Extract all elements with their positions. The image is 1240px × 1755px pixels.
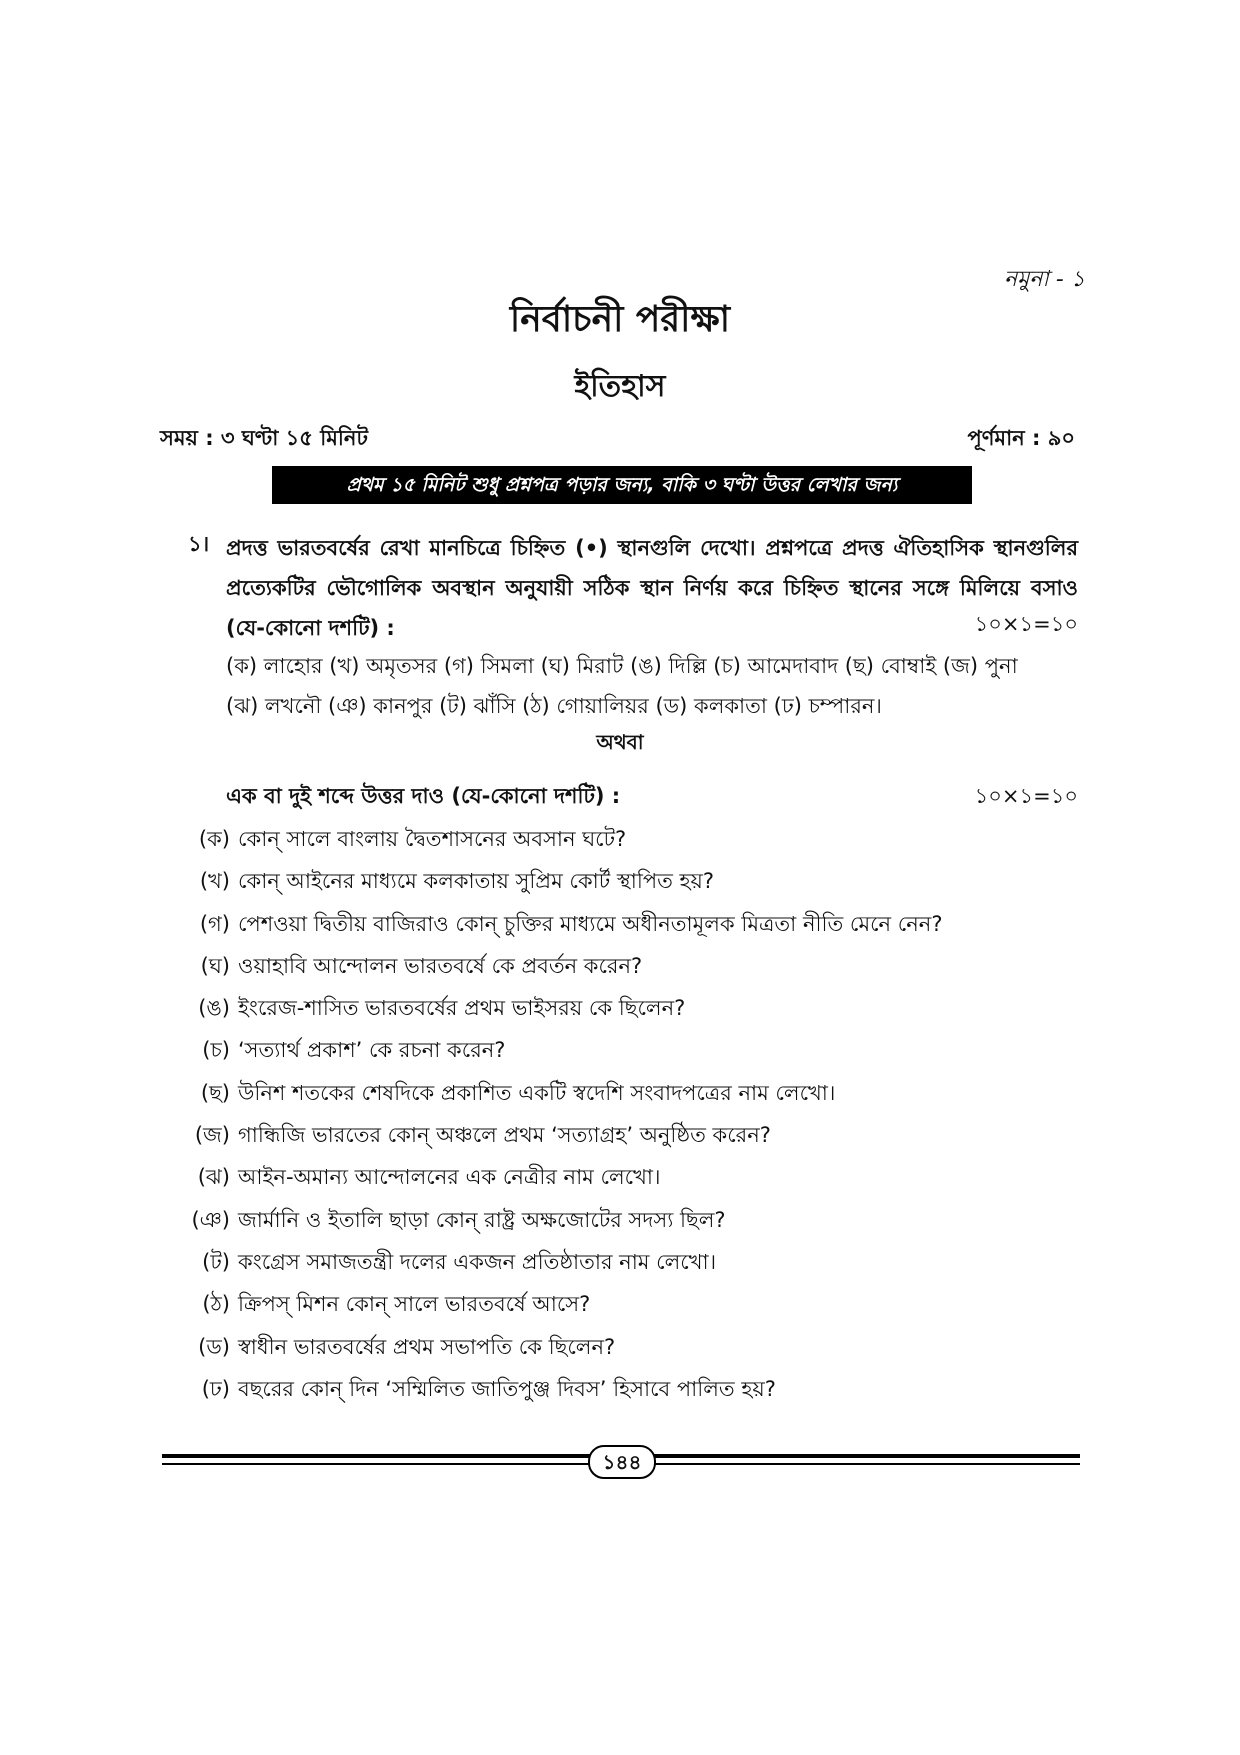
full-marks: পূর্ণমান : ৯০ [967, 426, 1075, 450]
list-item [178, 860, 943, 902]
exam-title: নির্বাচনী পরীক্ষা [509, 299, 731, 340]
item-label: (ঢ) [201, 1376, 230, 1401]
item-text: ওয়াহাবি আন্দোলন ভারতবর্ষে কে প্রবর্তন করেন? [238, 953, 643, 978]
item-label: (ড) [198, 1334, 230, 1359]
list-item [178, 1326, 943, 1368]
item-text: উনিশ শতকের শেষদিকে প্রকাশিত একটি স্বদেশি সংবাদপত্রের নাম লেখো। [238, 1080, 836, 1105]
list-item [178, 903, 943, 945]
item-label: (ক) [198, 827, 230, 851]
item-text: ইংরেজ-শাসিত ভারতবর্ষের প্রথম ভাইসরয় কে ছিলেন? [238, 996, 686, 1021]
item-text: কংগ্রেস সমাজতন্ত্রী দলের একজন প্রতিষ্ঠাতার নাম লেখো। [238, 1249, 717, 1274]
list-item [178, 1156, 943, 1198]
places-line: (ক) লাহোর (খ) অমৃতসর (গ) সিমলা (ঘ) মিরাট (ঙ) দিল্লি (চ) আমেদাবাদ (ছ) বোম্বাই (জ) পুনা [226, 654, 1018, 678]
item-text: ‘সত্যার্থ প্রকাশ’ কে রচনা করেন? [238, 1038, 506, 1063]
item-label: (ঘ) [200, 953, 230, 978]
short-answer-instruction: এক বা দুই শব্দে উত্তর দাও (যে-কোনো দশটি) : [226, 784, 621, 808]
item-text: স্বাধীন ভারতবর্ষের প্রথম সভাপতি কে ছিলেন? [238, 1334, 616, 1359]
short-answer-marks: ১০×১=১০ [974, 784, 1078, 808]
page-number: ১৪৪ [588, 1445, 656, 1479]
item-text: পেশওয়া দ্বিতীয় বাজিরাও কোন্ চুক্তির মাধ্যমে অধীনতামূলক মিত্রতা নীতি মেনে নেন? [238, 911, 943, 936]
item-label: (ট) [202, 1249, 230, 1274]
item-label: (জ) [194, 1123, 230, 1148]
list-item [178, 1199, 943, 1241]
item-label: (ঞ) [191, 1207, 230, 1232]
subject-title: ইতিহাস [574, 369, 666, 404]
list-item [178, 1368, 943, 1410]
item-text: বছরের কোন্ দিন ‘সম্মিলিত জাতিপুঞ্জ দিবস’ হিসাবে পালিত হয়? [238, 1376, 776, 1401]
list-item [178, 1029, 943, 1071]
item-label: (ঙ) [198, 996, 230, 1021]
item-text: জার্মানি ও ইতালি ছাড়া কোন্ রাষ্ট্র অক্ষজোটের সদস্য ছিল? [238, 1207, 726, 1232]
or-label: অথবা [596, 730, 644, 754]
list-item [178, 1241, 943, 1283]
item-text: গান্ধিজি ভারতের কোন্ অঞ্চলে প্রথম ‘সত্যাগ্রহ’ অনুষ্ঠিত করেন? [238, 1123, 771, 1148]
item-label: (ঠ) [202, 1292, 230, 1317]
list-item [178, 1114, 943, 1156]
question-number: ১। [188, 532, 210, 556]
short-question-list [178, 818, 943, 1410]
item-text: ক্রিপস্ মিশন কোন্ সালে ভারতবর্ষে আসে? [238, 1292, 591, 1317]
item-text: কোন্ আইনের মাধ্যমে কলকাতায় সুপ্রিম কোর্ট স্থাপিত হয়? [238, 869, 715, 894]
list-item [178, 1072, 943, 1114]
places-line: (ঝ) লখনৌ (ঞ) কানপুর (ট) ঝাঁসি (ঠ) গোয়ালিয়র (ড) কলকাতা (ঢ) চম্পারন। [226, 694, 882, 718]
item-text: আইন-অমান্য আন্দোলনের এক নেত্রীর নাম লেখো। [238, 1165, 661, 1190]
item-label: (গ) [199, 911, 230, 936]
item-label: (খ) [199, 869, 230, 894]
time-allowed: সময় : ৩ ঘণ্টা ১৫ মিনিট [160, 426, 368, 450]
list-item [178, 1283, 943, 1325]
sample-label: নমুনা - ১ [1003, 267, 1085, 292]
list-item [178, 818, 943, 860]
item-label: (ছ) [200, 1080, 230, 1105]
item-label: (চ) [202, 1038, 230, 1063]
question-text: প্রদত্ত ভারতবর্ষের রেখা মানচিত্রে চিহ্নিত (•) স্থানগুলি দেখো। প্রশ্নপত্রে প্রদত্ত ঐতিহাসিক স্থানগুলির প্রত্যেকটির ভৌগোলিক অবস্থান অনুযায়ী সঠিক স্থান নির্ণয় করে চিহ্নিত স্থানের সঙ্গে মিলিয়ে বসাও (যে-কোনো দশটি) : [226, 536, 1078, 640]
item-label: (ঝ) [197, 1165, 230, 1190]
question-marks: ১০×১=১০ [974, 612, 1078, 636]
item-text: কোন্ সালে বাংলায় দ্বৈতশাসনের অবসান ঘটে? [238, 827, 627, 851]
list-item [178, 987, 943, 1029]
instruction-banner: প্রথম ১৫ মিনিট শুধু প্রশ্নপত্র পড়ার জন্য, বাকি ৩ ঘণ্টা উত্তর লেখার জন্য [272, 466, 972, 504]
places-list [226, 646, 1086, 726]
list-item [178, 945, 943, 987]
